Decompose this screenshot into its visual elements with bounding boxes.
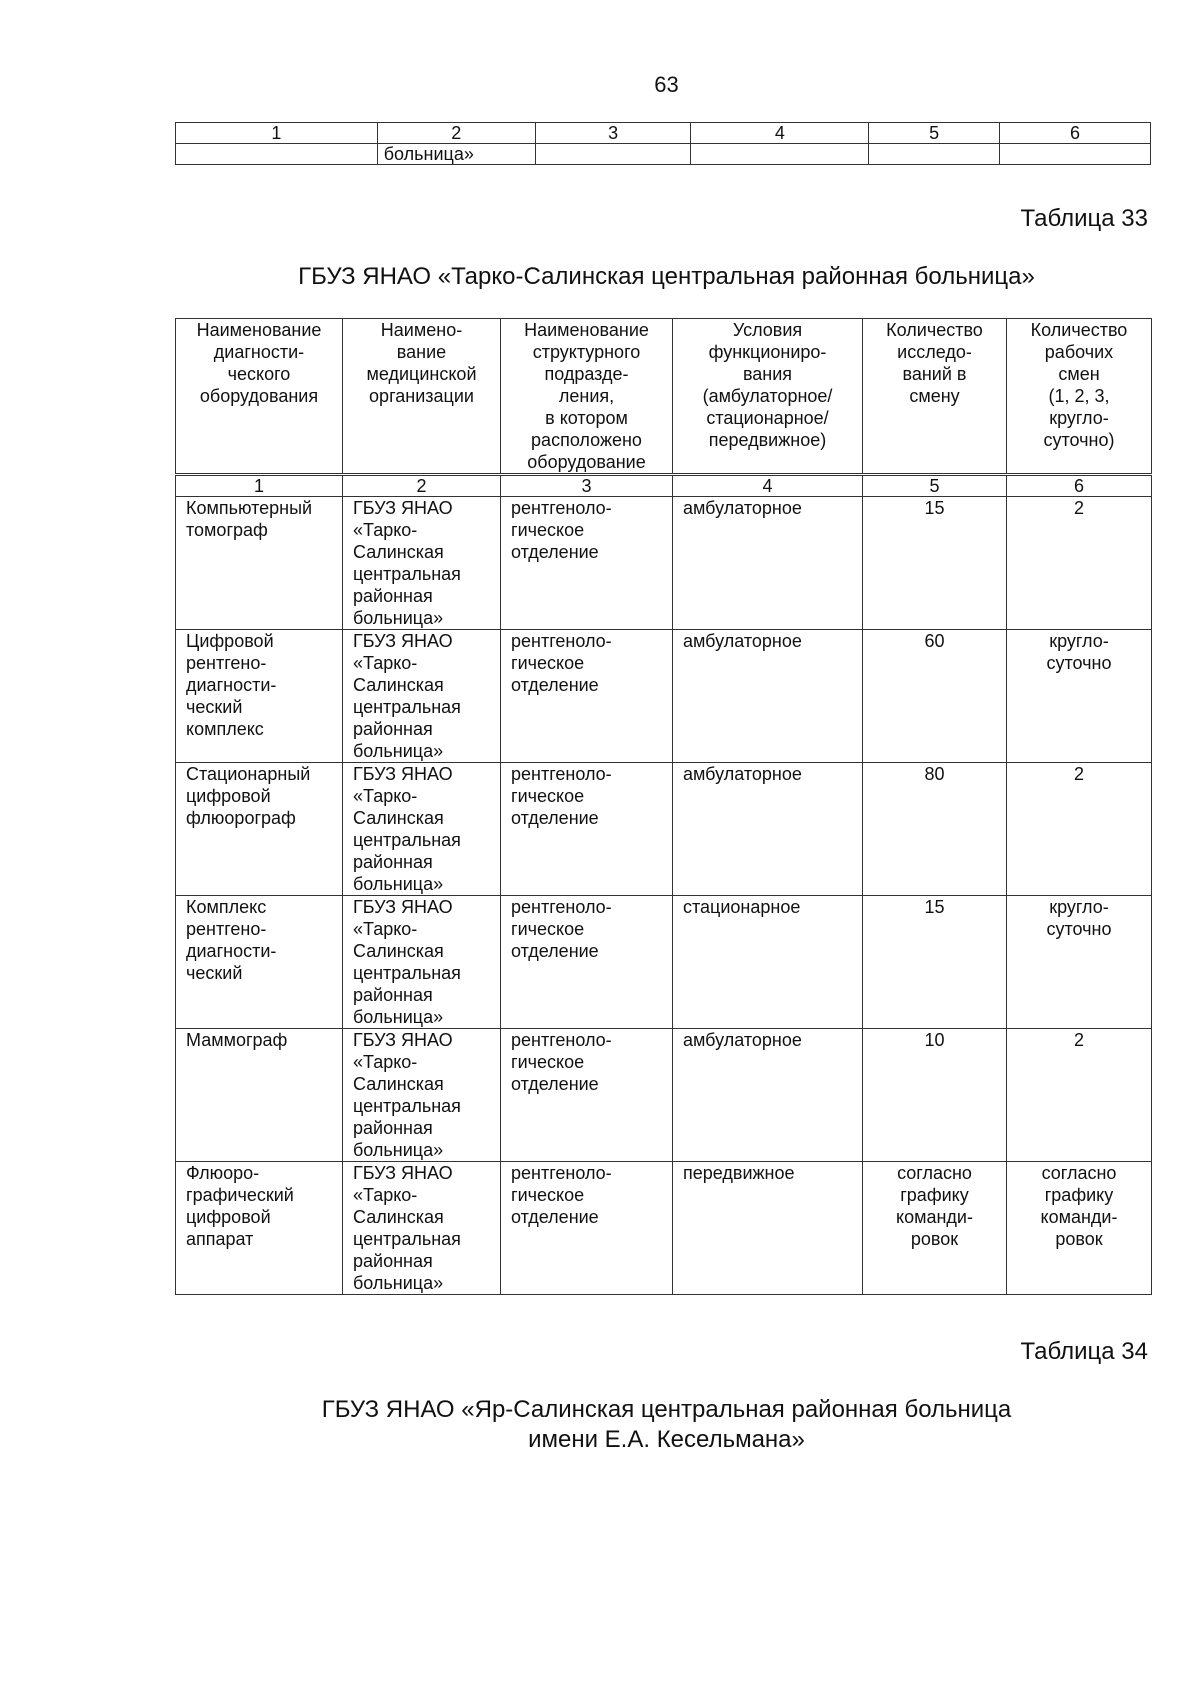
equipment-name: Маммограф <box>176 1029 343 1162</box>
column-number: 6 <box>1000 123 1151 144</box>
studies-per-shift: 15 <box>863 497 1007 630</box>
table-33-title: ГБУЗ ЯНАО «Тарко-Салинская центральная районная больница» <box>298 263 1035 290</box>
equipment-name: Комплекс рентгено- диагности- ческий <box>176 896 343 1029</box>
department-name: рентгеноло- гическое отделение <box>501 763 673 896</box>
department-name: рентгеноло- гическое отделение <box>501 497 673 630</box>
table-cell <box>176 144 378 165</box>
equipment-name: Стационарный цифровой флюорограф <box>176 763 343 896</box>
operating-conditions: амбулаторное <box>673 763 863 896</box>
table-cell <box>1000 144 1151 165</box>
operating-conditions: стационарное <box>673 896 863 1029</box>
organization-name: ГБУЗ ЯНАО «Тарко- Салинская центральная районная больница» <box>343 763 501 896</box>
work-shifts: кругло- суточно <box>1007 630 1152 763</box>
organization-name: ГБУЗ ЯНАО «Тарко- Салинская центральная районная больница» <box>343 896 501 1029</box>
continuation-header-row <box>176 123 1151 144</box>
column-number: 5 <box>863 475 1007 497</box>
column-header: Количество рабочих смен (1, 2, 3, кругло- суточно) <box>1007 319 1152 475</box>
column-number: 4 <box>691 123 869 144</box>
studies-per-shift: 10 <box>863 1029 1007 1162</box>
continuation-row <box>176 144 1151 165</box>
organization-name: ГБУЗ ЯНАО «Тарко- Салинская центральная районная больница» <box>343 630 501 763</box>
equipment-name: Компьютерный томограф <box>176 497 343 630</box>
page-number: 63 <box>654 72 679 97</box>
column-number: 5 <box>869 123 1000 144</box>
department-name: рентгеноло- гическое отделение <box>501 630 673 763</box>
column-header: Наименование структурного подразде- ления, в котором расположено оборудование <box>501 319 673 475</box>
studies-per-shift: 80 <box>863 763 1007 896</box>
table-33 <box>175 318 1152 1295</box>
work-shifts: 2 <box>1007 497 1152 630</box>
work-shifts: 2 <box>1007 763 1152 896</box>
continuation-table <box>175 122 1151 165</box>
studies-per-shift: 15 <box>863 896 1007 1029</box>
column-header: Условия функциониро- вания (амбулаторное/ стационарное/ передвижное) <box>673 319 863 475</box>
table-row <box>176 1029 1152 1162</box>
table-row <box>176 896 1152 1029</box>
table-cell: больница» <box>377 144 535 165</box>
work-shifts: кругло- суточно <box>1007 896 1152 1029</box>
column-number: 4 <box>673 475 863 497</box>
column-number: 2 <box>343 475 501 497</box>
table-34-title-line-1: ГБУЗ ЯНАО «Яр-Салинская центральная районная больница <box>321 1396 1012 1423</box>
column-number: 3 <box>501 475 673 497</box>
column-header: Наимено- вание медицинской организации <box>343 319 501 475</box>
organization-name: ГБУЗ ЯНАО «Тарко- Салинская центральная районная больница» <box>343 1162 501 1295</box>
department-name: рентгеноло- гическое отделение <box>501 1029 673 1162</box>
table-34-title-line-2: имени Е.А. Кесельмана» <box>528 1426 805 1453</box>
work-shifts: согласно графику команди- ровок <box>1007 1162 1152 1295</box>
operating-conditions: передвижное <box>673 1162 863 1295</box>
table-cell <box>691 144 869 165</box>
operating-conditions: амбулаторное <box>673 497 863 630</box>
table-row <box>176 497 1152 630</box>
operating-conditions: амбулаторное <box>673 1029 863 1162</box>
organization-name: ГБУЗ ЯНАО «Тарко- Салинская центральная районная больница» <box>343 497 501 630</box>
table-row <box>176 630 1152 763</box>
table-34-caption: Таблица 34 <box>1020 1338 1148 1365</box>
table-33-caption: Таблица 33 <box>1020 205 1148 232</box>
organization-name: ГБУЗ ЯНАО «Тарко- Салинская центральная районная больница» <box>343 1029 501 1162</box>
table-cell <box>869 144 1000 165</box>
column-header: Наименование диагности- ческого оборудования <box>176 319 343 475</box>
work-shifts: 2 <box>1007 1029 1152 1162</box>
column-number: 3 <box>535 123 691 144</box>
studies-per-shift: согласно графику команди- ровок <box>863 1162 1007 1295</box>
department-name: рентгеноло- гическое отделение <box>501 896 673 1029</box>
table-row <box>176 763 1152 896</box>
operating-conditions: амбулаторное <box>673 630 863 763</box>
department-name: рентгеноло- гическое отделение <box>501 1162 673 1295</box>
equipment-name: Флюоро- графический цифровой аппарат <box>176 1162 343 1295</box>
table-row <box>176 1162 1152 1295</box>
table-header-row <box>176 319 1152 475</box>
studies-per-shift: 60 <box>863 630 1007 763</box>
column-number: 1 <box>176 475 343 497</box>
column-header: Количество исследо- ваний в смену <box>863 319 1007 475</box>
column-number: 1 <box>176 123 378 144</box>
column-number: 6 <box>1007 475 1152 497</box>
table-cell <box>535 144 691 165</box>
column-number: 2 <box>377 123 535 144</box>
column-number-row <box>176 475 1152 497</box>
equipment-name: Цифровой рентгено- диагности- ческий комплекс <box>176 630 343 763</box>
